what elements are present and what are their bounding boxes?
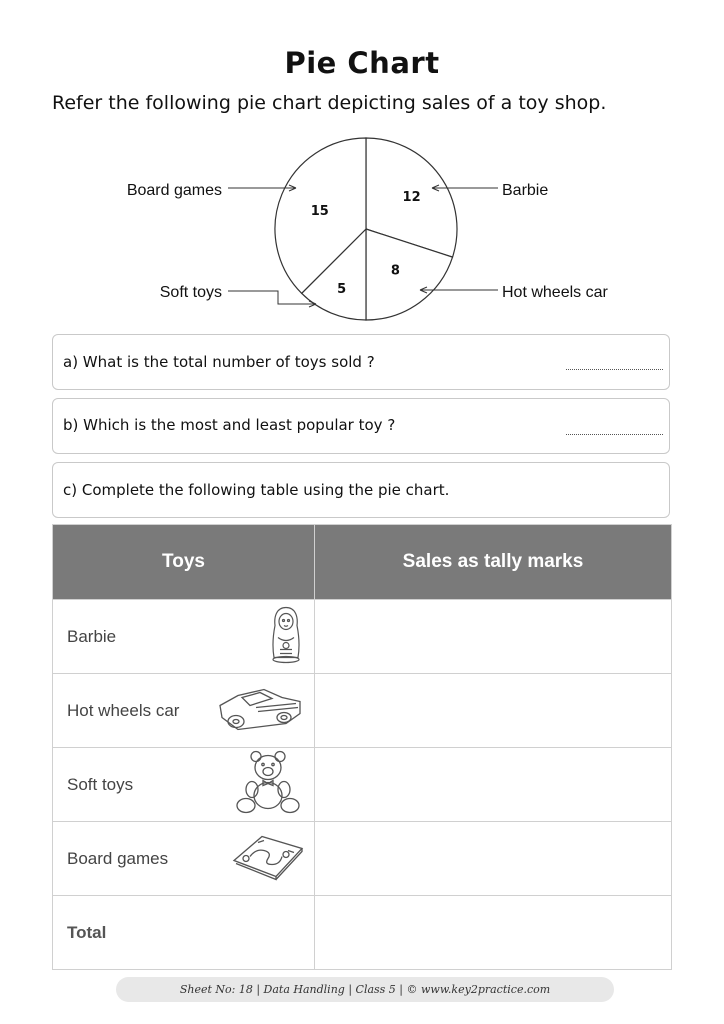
doll-icon xyxy=(268,605,304,668)
tally-cell[interactable] xyxy=(315,896,672,970)
car-icon xyxy=(216,683,304,738)
question-c xyxy=(52,462,670,518)
total-label: Total xyxy=(67,922,107,942)
table-row xyxy=(53,674,672,748)
instructions: Refer the following pie chart depicting sales of a toy shop. xyxy=(52,92,607,114)
question-b xyxy=(52,398,670,454)
pie-chart xyxy=(0,120,724,330)
table-row xyxy=(53,822,672,896)
page-title: Pie Chart xyxy=(284,46,440,80)
answer-line-b[interactable] xyxy=(566,434,663,435)
tally-cell[interactable] xyxy=(315,822,672,896)
header-toys: Toys xyxy=(53,525,315,600)
board-game-icon xyxy=(232,832,304,885)
slice-label: Hot wheels car xyxy=(502,284,608,301)
slice-value: 8 xyxy=(390,263,400,279)
toy-cell xyxy=(53,600,315,674)
toy-name: Board games xyxy=(67,848,169,868)
toy-name: Barbie xyxy=(67,626,117,646)
toy-cell xyxy=(53,896,315,970)
footer: Sheet No: 18 | Data Handling | Class 5 | © www.key2practice.com xyxy=(116,977,614,1002)
slice-value: 12 xyxy=(402,189,421,205)
slice-label: Barbie xyxy=(502,182,549,199)
header-tally: Sales as tally marks xyxy=(315,525,672,600)
question-b-text: b) Which is the most and least popular toy ? xyxy=(63,416,396,434)
teddy-bear-icon xyxy=(232,749,304,820)
tally-cell[interactable] xyxy=(315,748,672,822)
table-row xyxy=(53,600,672,674)
question-a xyxy=(52,334,670,390)
sales-table xyxy=(52,524,672,970)
slice-label: Soft toys xyxy=(159,284,222,301)
slice-value: 5 xyxy=(337,281,347,297)
toy-cell xyxy=(53,822,315,896)
toy-name: Hot wheels car xyxy=(67,700,180,720)
toy-cell xyxy=(53,674,315,748)
tally-cell[interactable] xyxy=(315,600,672,674)
question-a-text: a) What is the total number of toys sold ? xyxy=(63,353,375,371)
table-row xyxy=(53,748,672,822)
question-c-text: c) Complete the following table using the pie chart. xyxy=(63,481,450,499)
answer-line-a[interactable] xyxy=(566,369,663,370)
toy-name: Soft toys xyxy=(67,774,134,794)
slice-label: Board games xyxy=(126,182,222,199)
tally-cell[interactable] xyxy=(315,674,672,748)
table-row xyxy=(53,896,672,970)
table-header-row xyxy=(53,525,672,600)
toy-cell xyxy=(53,748,315,822)
slice-value: 15 xyxy=(310,203,329,219)
